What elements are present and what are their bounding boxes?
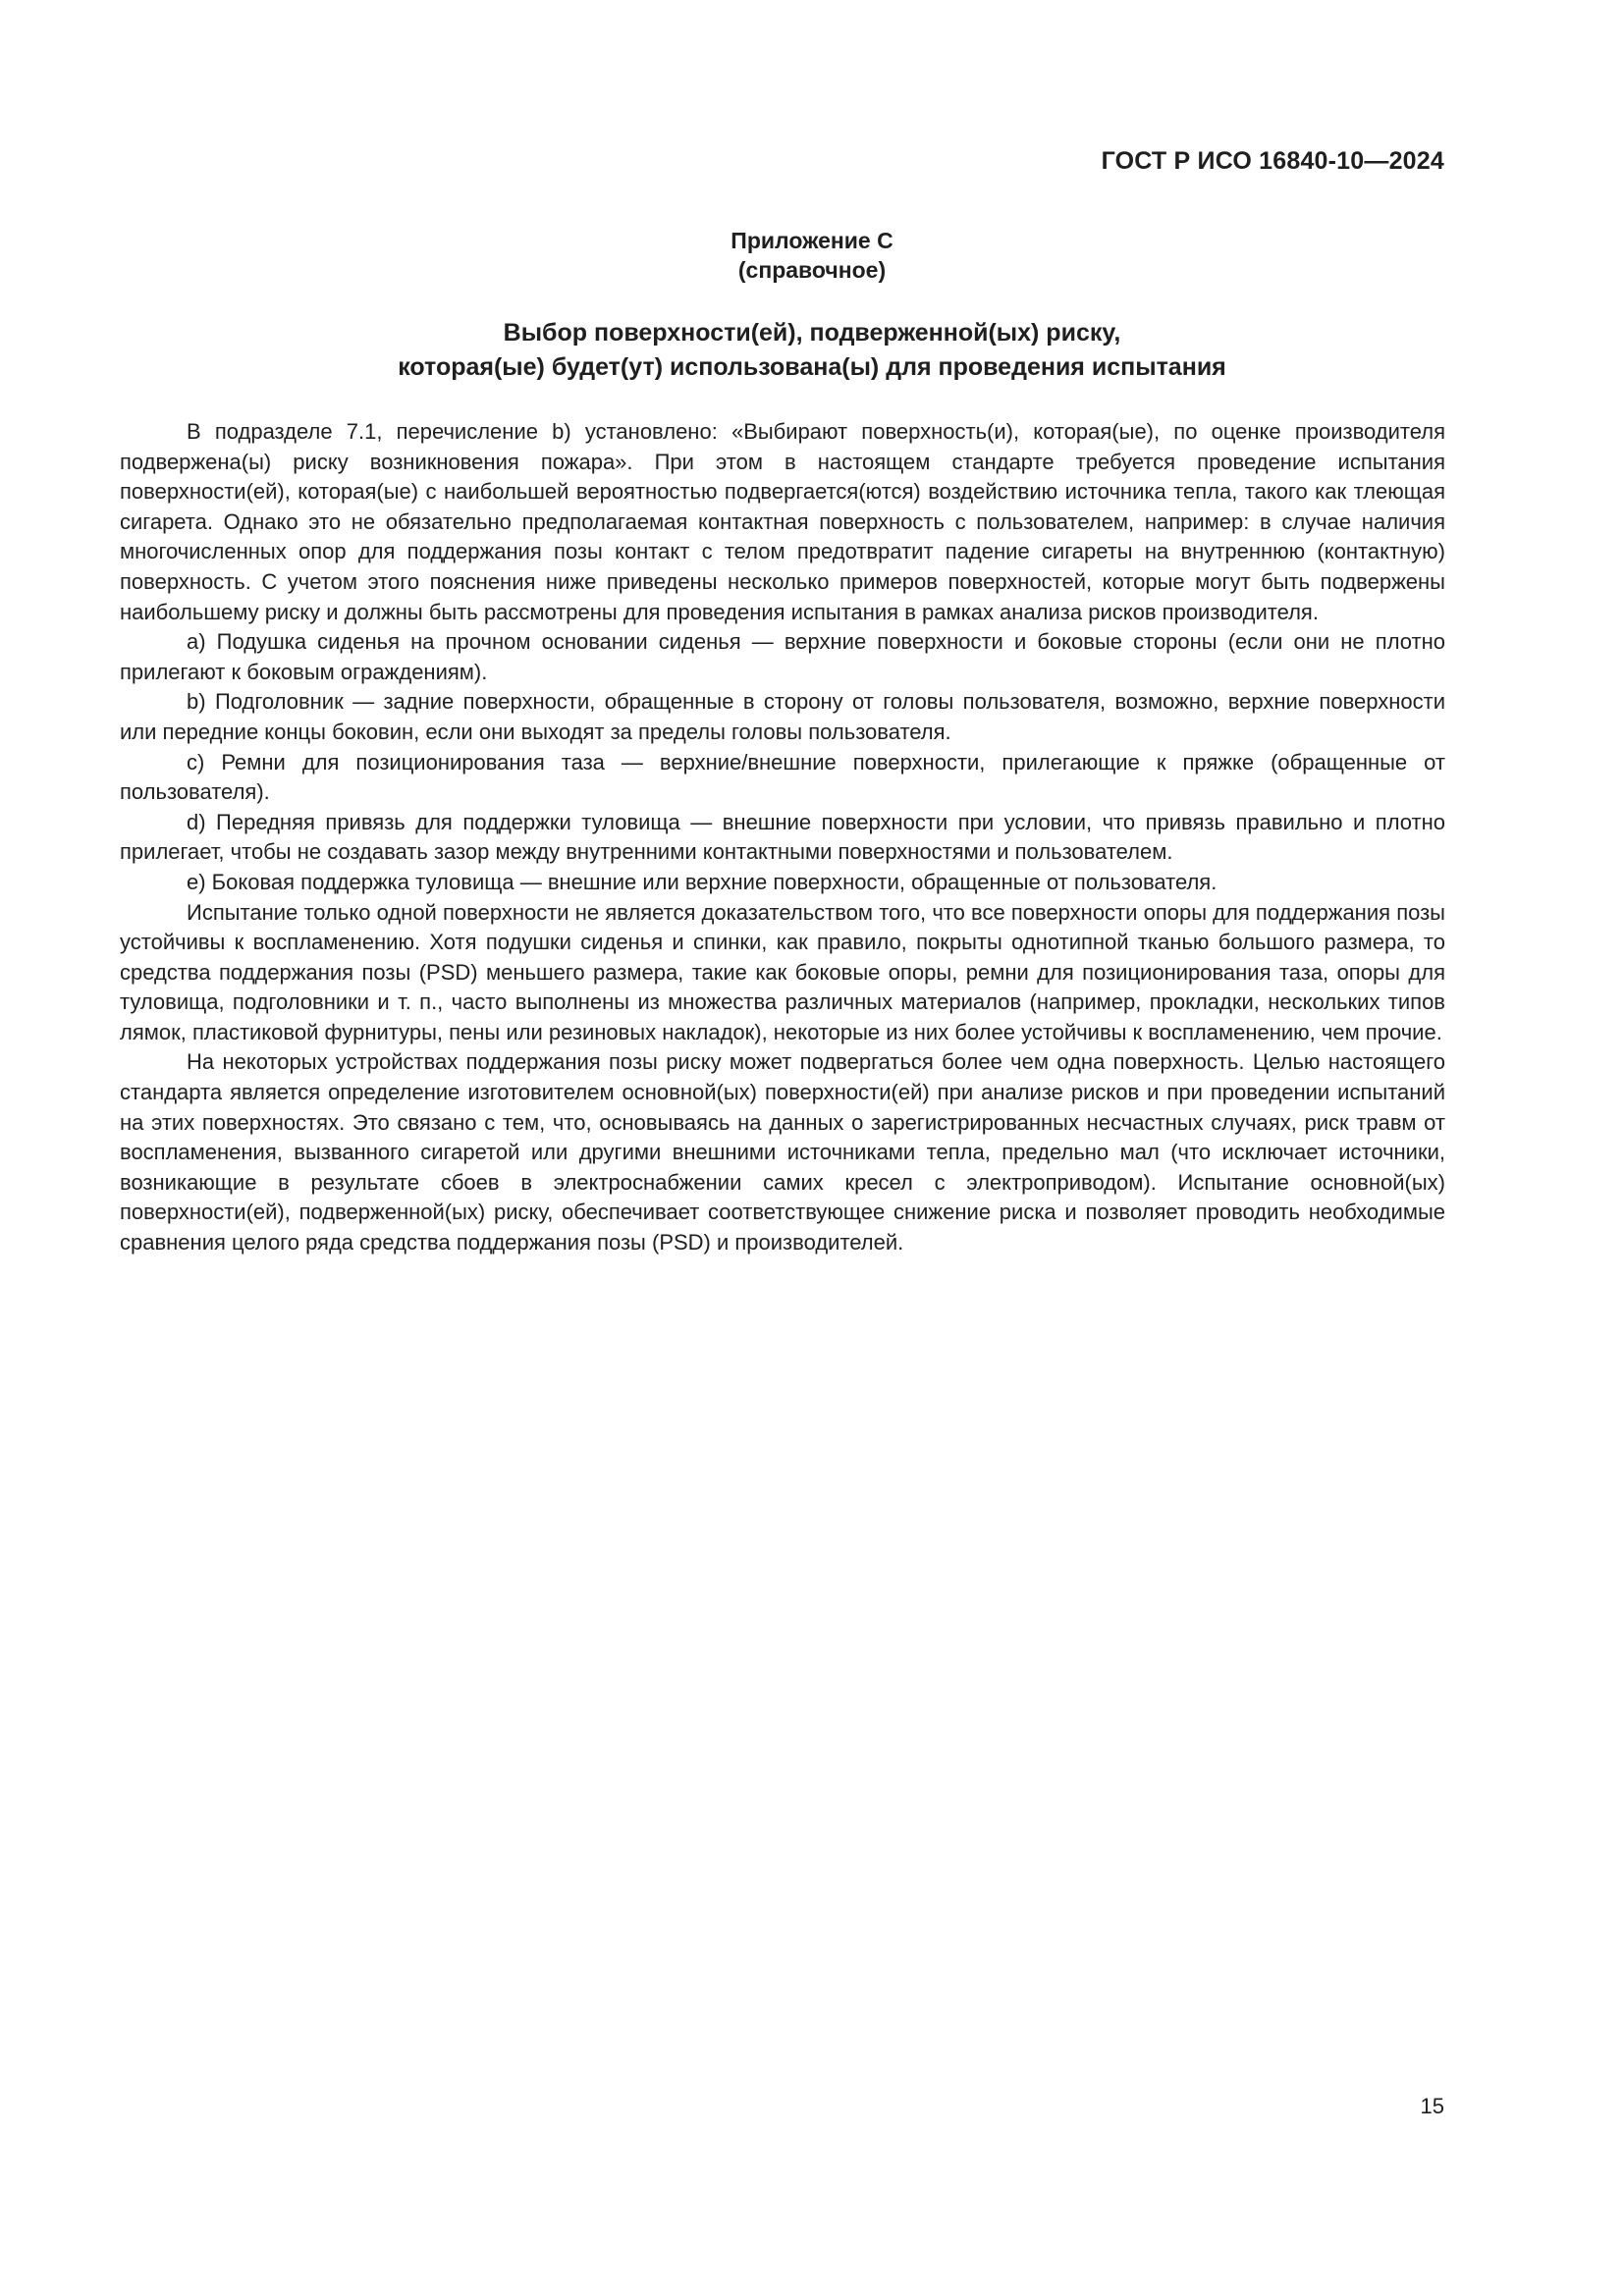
appendix-title (0, 316, 1624, 385)
paragraph-testing: Испытание только одной поверхности не является доказательством того, что все поверхности опоры для поддержания позы устойчивы к воспламенению. Хотя подушки сиденья и спинки, как правило, покрыты однотипной тканью большого размера, то средства поддержания позы (PSD) меньшего размера, такие как боковые опоры, ремни для позиционирования таза, опоры для туловища, подголовники и т. п., часто выполнены из множества различных материалов (например, прокладки, нескольких типов лямок, пластиковой фурнитуры, пены или резиновых накладок), некоторые из них более устойчивы к воспламенению, чем прочие. (120, 899, 1445, 1044)
list-item-e: e) Боковая поддержка туловища — внешние или верхние поверхности, обращенные от пользователя. (187, 869, 1218, 894)
paragraph-intro: В подразделе 7.1, перечисление b) установлено: «Выбирают поверхность(и), которая(ые), по оценке производителя подвержена(ы) риску возникновения пожара». При этом в настоящем стандарте требуется проведение испытания поверхности(ей), которая(ые) с наибольшей вероятностью подвергается(ются) воздействию источника тепла, такого как тлеющая сигарета. Однако это не обязательно предполагаемая контактная поверхность с пользователем, например: в случае наличия многочисленных опор для поддержания позы контакт с телом предотвратит падение сигареты на внутреннюю (контактную) поверхность. С учетом этого пояснения ниже приведены несколько примеров поверхностей, которые могут быть подвержены наибольшему риску и должны быть рассмотрены для проведения испытания в рамках анализа рисков производителя. (120, 419, 1445, 624)
appendix-title-line-1: Выбор поверхности(ей), подверженной(ых) риску, (503, 319, 1121, 347)
appendix-label: Приложение С (731, 228, 893, 253)
appendix-heading (0, 226, 1624, 285)
list-item-d: d) Передняя привязь для поддержки туловища — внешние поверхности при условии, что привязь правильно и плотно прилегает, чтобы не создавать зазор между внутренними контактными поверхностями и пользователем. (120, 809, 1445, 865)
paragraph-conclusion: На некоторых устройствах поддержания позы риску может подвергаться более чем одна поверхность. Целью настоящего стандарта является определение изготовителем основной(ых) поверхности(ей) при анализе рисков и при проведении испытаний на этих поверхностях. Это связано с тем, что, основываясь на данных о зарегистрированных несчастных случаях, риск травм от воспламенения, вызванного сигаретой или другими внешними источниками тепла, предельно мал (что исключает источники, возникающие в результате сбоев в электроснабжении самих кресел с электроприводом). Испытание основной(ых) поверхности(ей), подверженной(ых) риску, обеспечивает соответствующее снижение риска и позволяет проводить необходимые сравнения целого ряда средства поддержания позы (PSD) и производителей. (120, 1049, 1445, 1255)
appendix-title-line-2: которая(ые) будет(ут) использована(ы) для проведения испытания (398, 353, 1226, 381)
list-item-a: a) Подушка сиденья на прочном основании сиденья — верхние поверхности и боковые стороны (если они не плотно прилегают к боковым ограждениям). (120, 629, 1445, 684)
list-item-b: b) Подголовник — задние поверхности, обращенные в сторону от головы пользователя, возможно, верхние поверхности или передние концы боковин, если они выходят за пределы головы пользователя. (120, 689, 1445, 744)
appendix-status: (справочное) (737, 257, 887, 283)
standard-code-header: ГОСТ Р ИСО 16840-10—2024 (1101, 147, 1444, 175)
body-text (120, 417, 1445, 1258)
list-item-c: c) Ремни для позиционирования таза — верхние/внешние поверхности, прилегающие к пряжке (обращенные от пользователя). (120, 749, 1445, 805)
page-number: 15 (1420, 2094, 1444, 2118)
